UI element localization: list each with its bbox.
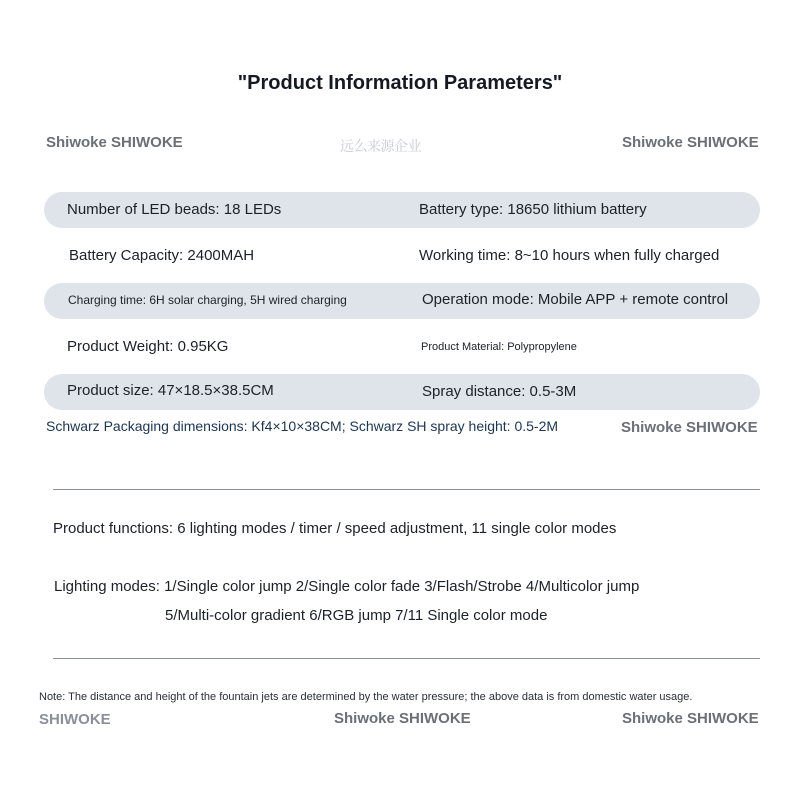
watermark-top-right: Shiwoke SHIWOKE bbox=[622, 134, 759, 151]
divider-bottom bbox=[53, 658, 760, 659]
lighting-modes-line-1: Lighting modes: 1/Single color jump 2/Single color fade 3/Flash/Strobe 4/Multicolor jump bbox=[54, 578, 640, 595]
watermark-top-left: Shiwoke SHIWOKE bbox=[46, 134, 183, 151]
product-functions: Product functions: 6 lighting modes / timer / speed adjustment, 11 single color modes bbox=[53, 520, 617, 537]
spec-product-weight: Product Weight: 0.95KG bbox=[67, 338, 229, 355]
spec-product-size: Product size: 47×18.5×38.5CM bbox=[67, 382, 274, 399]
page-title: "Product Information Parameters" bbox=[237, 72, 563, 94]
spec-led-beads: Number of LED beads: 18 LEDs bbox=[67, 201, 282, 218]
watermark-top-center: 远么来源企业 bbox=[340, 138, 421, 154]
packaging-dimensions: Schwarz Packaging dimensions: Kf4×10×38CM; Schwarz SH spray height: 0.5-2M bbox=[46, 418, 559, 434]
spec-charging-time: Charging time: 6H solar charging, 5H wired charging bbox=[68, 293, 347, 307]
divider-top bbox=[53, 489, 760, 490]
lighting-modes-line-2: 5/Multi-color gradient 6/RGB jump 7/11 Single color mode bbox=[165, 607, 548, 624]
watermark-bottom-right: Shiwoke SHIWOKE bbox=[622, 710, 759, 727]
spec-operation-mode: Operation mode: Mobile APP + remote control bbox=[422, 291, 729, 308]
spec-battery-type: Battery type: 18650 lithium battery bbox=[419, 201, 647, 218]
spec-working-time: Working time: 8~10 hours when fully charged bbox=[419, 247, 720, 264]
watermark-mid-right: Shiwoke SHIWOKE bbox=[621, 419, 758, 436]
watermark-bottom-left: SHIWOKE bbox=[39, 711, 111, 728]
spec-battery-capacity: Battery Capacity: 2400MAH bbox=[69, 247, 255, 264]
watermark-bottom-center: Shiwoke SHIWOKE bbox=[334, 710, 471, 727]
spec-product-material: Product Material: Polypropylene bbox=[421, 341, 577, 353]
footnote: Note: The distance and height of the fountain jets are determined by the water pressure; the above data is from domestic water usage. bbox=[39, 691, 693, 703]
spec-spray-distance: Spray distance: 0.5-3M bbox=[422, 383, 577, 400]
